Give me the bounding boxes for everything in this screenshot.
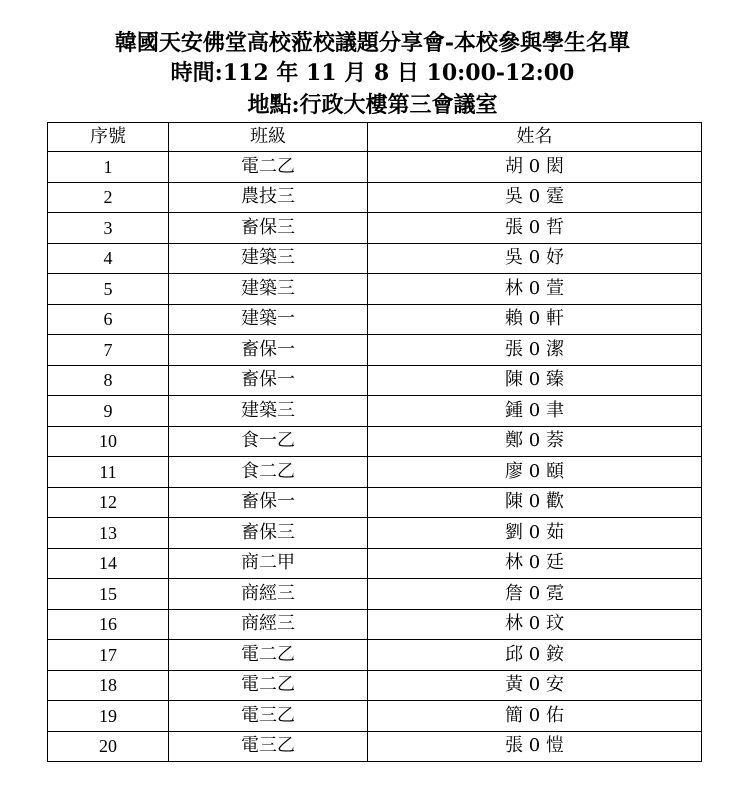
- event-location: 地點:行政大樓第三會議室: [247, 92, 498, 118]
- class-cell: 建築一: [169, 304, 368, 335]
- student-roster-table: [47, 122, 702, 762]
- row-number-cell: 8: [48, 365, 169, 396]
- student-name-cell: 劉 0 茹: [368, 518, 702, 549]
- row-number-cell: 17: [48, 640, 169, 671]
- class-cell: 畜保一: [169, 365, 368, 396]
- table-row: [48, 365, 702, 396]
- class-cell: 電三乙: [169, 701, 368, 732]
- table-row: [48, 731, 702, 762]
- row-number-cell: 2: [48, 182, 169, 213]
- table-row: [48, 640, 702, 671]
- table-row: [48, 426, 702, 457]
- student-name-cell: 胡 0 閎: [368, 152, 702, 183]
- student-name-cell: 吳 0 妤: [368, 243, 702, 274]
- table-row: [48, 457, 702, 488]
- row-number-cell: 7: [48, 335, 169, 366]
- class-cell: 電二乙: [169, 640, 368, 671]
- student-name-cell: 邱 0 銨: [368, 640, 702, 671]
- row-number-cell: 4: [48, 243, 169, 274]
- table-body: [48, 152, 702, 762]
- table-row: [48, 304, 702, 335]
- class-cell: 畜保三: [169, 213, 368, 244]
- row-number-cell: 14: [48, 548, 169, 579]
- class-cell: 食一乙: [169, 426, 368, 457]
- table-row: [48, 396, 702, 427]
- table-header: [48, 123, 702, 152]
- table-row: [48, 182, 702, 213]
- student-name-cell: 黃 0 安: [368, 670, 702, 701]
- column-header-number: 序號: [48, 123, 169, 152]
- student-name-cell: 張 0 哲: [368, 213, 702, 244]
- class-cell: 商經三: [169, 579, 368, 610]
- student-name-cell: 張 0 愷: [368, 731, 702, 762]
- class-cell: 建築三: [169, 274, 368, 305]
- table-row: [48, 487, 702, 518]
- row-number-cell: 16: [48, 609, 169, 640]
- student-name-cell: 陳 0 歡: [368, 487, 702, 518]
- class-cell: 商二甲: [169, 548, 368, 579]
- student-name-cell: 廖 0 頤: [368, 457, 702, 488]
- student-name-cell: 林 0 萱: [368, 274, 702, 305]
- row-number-cell: 1: [48, 152, 169, 183]
- student-name-cell: 簡 0 佑: [368, 701, 702, 732]
- student-name-cell: 詹 0 霓: [368, 579, 702, 610]
- student-name-cell: 陳 0 臻: [368, 365, 702, 396]
- class-cell: 畜保一: [169, 335, 368, 366]
- row-number-cell: 9: [48, 396, 169, 427]
- table-row: [48, 274, 702, 305]
- student-name-cell: 林 0 玟: [368, 609, 702, 640]
- row-number-cell: 10: [48, 426, 169, 457]
- table-row: [48, 548, 702, 579]
- student-name-cell: 張 0 潔: [368, 335, 702, 366]
- table-row: [48, 518, 702, 549]
- class-cell: 電二乙: [169, 152, 368, 183]
- class-cell: 畜保三: [169, 518, 368, 549]
- class-cell: 建築三: [169, 396, 368, 427]
- table-row: [48, 670, 702, 701]
- row-number-cell: 15: [48, 579, 169, 610]
- row-number-cell: 3: [48, 213, 169, 244]
- header-row: [48, 123, 702, 152]
- row-number-cell: 19: [48, 701, 169, 732]
- document-title: 韓國天安佛堂高校蒞校議題分享會-本校參與學生名單: [114, 30, 631, 56]
- table-row: [48, 335, 702, 366]
- class-cell: 商經三: [169, 609, 368, 640]
- row-number-cell: 12: [48, 487, 169, 518]
- table-row: [48, 609, 702, 640]
- row-number-cell: 18: [48, 670, 169, 701]
- row-number-cell: 20: [48, 731, 169, 762]
- student-name-cell: 鍾 0 聿: [368, 396, 702, 427]
- event-time: 時間:112 年 11 月 8 日 10:00-12:00: [170, 60, 575, 86]
- student-name-cell: 吳 0 霆: [368, 182, 702, 213]
- column-header-class: 班級: [169, 123, 368, 152]
- student-name-cell: 賴 0 軒: [368, 304, 702, 335]
- table-row: [48, 152, 702, 183]
- table-row: [48, 701, 702, 732]
- student-name-cell: 林 0 廷: [368, 548, 702, 579]
- table-row: [48, 579, 702, 610]
- row-number-cell: 6: [48, 304, 169, 335]
- class-cell: 食二乙: [169, 457, 368, 488]
- class-cell: 畜保一: [169, 487, 368, 518]
- row-number-cell: 5: [48, 274, 169, 305]
- class-cell: 農技三: [169, 182, 368, 213]
- class-cell: 電三乙: [169, 731, 368, 762]
- row-number-cell: 11: [48, 457, 169, 488]
- table-row: [48, 213, 702, 244]
- row-number-cell: 13: [48, 518, 169, 549]
- class-cell: 建築三: [169, 243, 368, 274]
- column-header-name: 姓名: [368, 123, 702, 152]
- class-cell: 電二乙: [169, 670, 368, 701]
- student-name-cell: 鄭 0 萘: [368, 426, 702, 457]
- table-row: [48, 243, 702, 274]
